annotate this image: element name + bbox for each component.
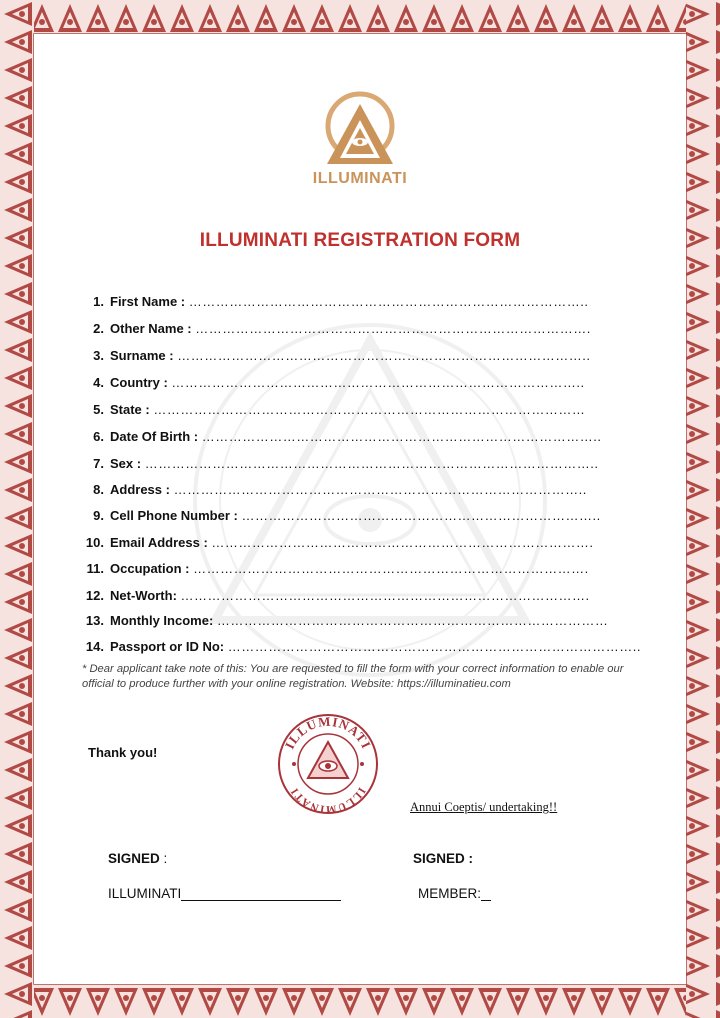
field-label: Country : xyxy=(110,375,168,390)
applicant-note: * Dear applicant take note of this: You are requested to fill the form with your correct information to enable our official to produce further with your online registration. Website: https://illuminatieu.com xyxy=(82,663,624,690)
motto-signature: Annui Coeptis/ undertaking!! xyxy=(410,800,558,814)
field-number: 6. xyxy=(93,429,104,444)
field-number: 1. xyxy=(93,294,104,309)
form-field-row xyxy=(76,535,594,550)
right-signature-line[interactable] xyxy=(481,900,491,901)
field-label: Cell Phone Number : xyxy=(110,508,238,523)
form-field-row xyxy=(76,456,598,471)
right-signer-name: MEMBER: xyxy=(418,886,482,901)
left-signer-name: ILLUMINATI xyxy=(108,886,182,901)
field-input-line[interactable]: ………………………………………………………………………………. xyxy=(180,588,590,603)
form-field-row xyxy=(76,613,608,628)
svg-text:ILLUMINATI: ILLUMINATI xyxy=(288,785,368,816)
field-label: Net-Worth: xyxy=(110,588,177,603)
field-label: Email Address : xyxy=(110,535,208,550)
field-input-line[interactable]: ……………………………………………………………………………. xyxy=(195,321,591,336)
field-input-line[interactable]: …………………………………………………………………………. xyxy=(211,535,594,550)
field-number: 7. xyxy=(93,456,104,471)
form-field-row xyxy=(76,588,590,603)
form-field-row xyxy=(76,402,585,417)
field-label: Address : xyxy=(110,482,170,497)
illuminati-seal-stamp xyxy=(276,712,380,816)
field-input-line[interactable]: …………………………………………………………………………….. xyxy=(201,429,602,444)
field-label: Sex : xyxy=(110,456,142,471)
right-signed-label: SIGNED : xyxy=(413,851,474,866)
field-number: 10. xyxy=(85,535,104,550)
field-label: Other Name : xyxy=(110,321,192,336)
field-label: First Name : xyxy=(110,294,186,309)
field-input-line[interactable]: …………………………………………………………………………….. xyxy=(188,294,589,309)
right-signer xyxy=(418,886,491,901)
field-number: 14. xyxy=(85,639,104,654)
logo-wordmark: ILLUMINATI xyxy=(312,170,408,187)
field-number: 4. xyxy=(93,375,104,390)
field-number: 5. xyxy=(93,402,104,417)
form-field-row xyxy=(76,561,589,576)
field-number: 8. xyxy=(93,482,104,497)
field-label: Monthly Income: xyxy=(110,613,214,628)
form-field-row xyxy=(76,508,601,523)
field-number: 2. xyxy=(93,321,104,336)
form-field-row xyxy=(76,348,590,363)
field-number: 9. xyxy=(93,508,104,523)
thank-you-text: Thank you! xyxy=(88,745,158,760)
field-input-line[interactable]: ……………………………………………………………………………….. xyxy=(227,639,641,654)
field-input-line[interactable]: ……………………………………………………………………………….. xyxy=(177,348,591,363)
field-input-line[interactable]: …………………………………………………………………………… xyxy=(216,613,609,628)
field-number: 12. xyxy=(85,588,104,603)
left-signature-line[interactable] xyxy=(181,900,341,901)
form-field-row xyxy=(76,321,591,336)
form-field-row xyxy=(76,639,641,654)
form-title: ILLUMINATI REGISTRATION FORM xyxy=(199,230,521,251)
form-field-row xyxy=(76,429,601,444)
field-label: Date Of Birth : xyxy=(110,429,199,444)
left-signed-label: SIGNED : xyxy=(108,851,168,866)
field-input-line[interactable]: ……………………………………………………………………………………….. xyxy=(144,456,599,471)
field-input-line[interactable]: …………………………………………………………………………………… xyxy=(153,402,586,417)
field-input-line[interactable]: ……………………………………………………………………………….. xyxy=(173,482,587,497)
field-number: 3. xyxy=(93,348,104,363)
field-input-line[interactable]: …………………………………………………………………….. xyxy=(241,508,601,523)
left-signer xyxy=(108,886,341,901)
field-input-line[interactable]: ……………………………………………………………………………. xyxy=(193,561,589,576)
field-label: Occupation : xyxy=(110,561,190,576)
field-input-line[interactable]: ……………………………………………………………………………….. xyxy=(171,375,585,390)
field-number: 11. xyxy=(86,561,104,576)
field-label: Surname : xyxy=(110,348,174,363)
field-number: 13. xyxy=(85,613,104,628)
form-field-row xyxy=(76,375,585,390)
field-label: Passport or ID No: xyxy=(110,639,225,654)
field-label: State : xyxy=(110,402,150,417)
form-field-row xyxy=(76,294,589,309)
form-field-row xyxy=(76,482,587,497)
svg-text:ILLUMINATI: ILLUMINATI xyxy=(281,713,375,752)
